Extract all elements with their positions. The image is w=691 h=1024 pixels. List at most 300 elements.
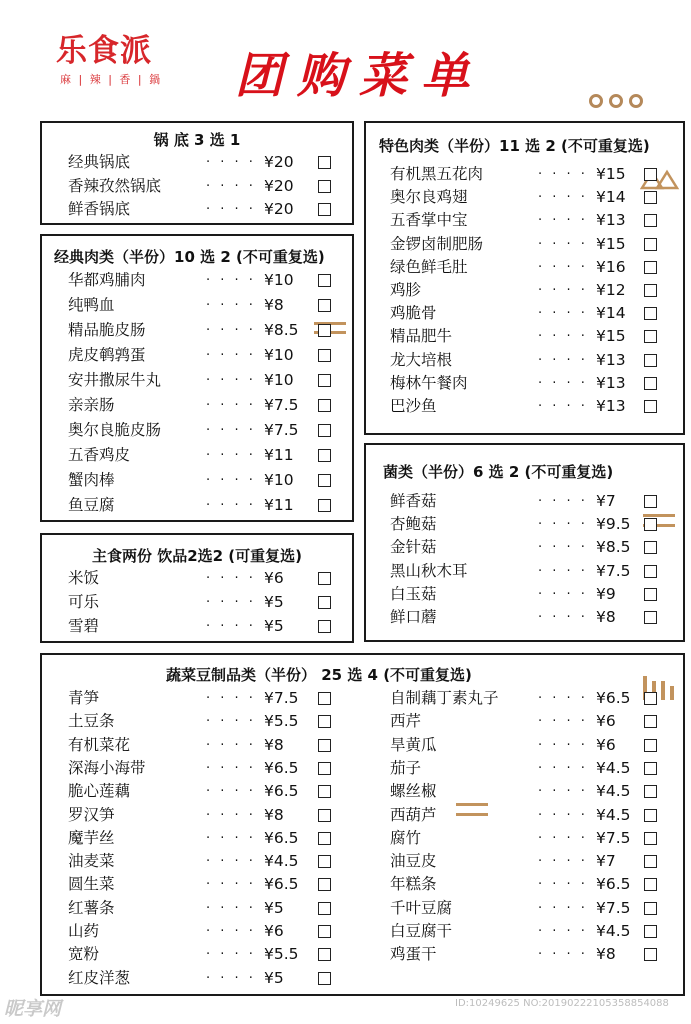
item-name: 鸡蛋干: [390, 945, 437, 964]
item-dots: · · · ·: [538, 830, 588, 846]
brand-name: 乐食派: [56, 33, 152, 69]
item-checkbox[interactable]: [644, 400, 657, 413]
item-price: ¥7.5: [596, 828, 631, 847]
item-price: ¥8: [264, 805, 284, 824]
item-dots: · · · ·: [206, 273, 256, 288]
item-dots: · · · ·: [206, 784, 256, 800]
item-price: ¥4.5: [596, 805, 631, 824]
item-price: ¥15: [596, 165, 626, 183]
item-price: ¥7.5: [264, 689, 299, 707]
item-price: ¥7.5: [264, 421, 299, 439]
item-price: ¥7: [596, 852, 616, 871]
item-price: ¥6.5: [596, 689, 631, 707]
section-title: 菌类（半份）6 选 2 (不可重复选): [383, 463, 614, 481]
item-price: ¥4.5: [596, 922, 631, 940]
menu-item: [390, 606, 658, 629]
item-name: 有机黑五花肉: [390, 165, 484, 183]
item-name: 青笋: [68, 689, 100, 707]
menu-item: [390, 209, 658, 232]
menu-item: [68, 827, 332, 850]
menu-item: [68, 780, 332, 803]
menu-item: [390, 372, 658, 395]
menu-item: [68, 294, 332, 317]
item-name: 香辣孜然锅底: [68, 176, 162, 195]
item-checkbox[interactable]: [318, 180, 331, 193]
item-dots: · · · ·: [206, 807, 256, 823]
item-checkbox[interactable]: [318, 596, 331, 609]
item-dots: · · · ·: [206, 398, 256, 413]
menu-item: [390, 395, 658, 418]
item-dots: · · · ·: [538, 213, 588, 229]
section-title: 特色肉类（半份）11 选 2 (不可重复选): [379, 137, 650, 155]
menu-item: [68, 175, 332, 198]
item-checkbox[interactable]: [644, 902, 657, 915]
menu-item: [68, 804, 332, 827]
item-dots: · · · ·: [206, 691, 256, 706]
item-checkbox[interactable]: [644, 809, 657, 822]
item-price: ¥8: [596, 945, 616, 964]
item-price: ¥20: [264, 200, 294, 218]
item-dots: · · · ·: [206, 830, 256, 846]
item-dots: · · · ·: [206, 298, 256, 313]
item-price: ¥4.5: [264, 852, 299, 871]
item-name: 虎皮鹌鹑蛋: [68, 346, 146, 364]
item-checkbox[interactable]: [318, 399, 331, 412]
item-dots: · · · ·: [538, 540, 588, 556]
menu-item: [68, 920, 332, 943]
item-dots: · · · ·: [206, 854, 256, 870]
item-price: ¥20: [264, 176, 294, 195]
item-checkbox[interactable]: [318, 925, 331, 938]
item-price: ¥15: [596, 234, 626, 253]
menu-item: [68, 269, 332, 292]
item-checkbox[interactable]: [644, 330, 657, 343]
item-checkbox[interactable]: [644, 518, 657, 531]
decor-circles: [589, 94, 643, 108]
menu-item: [68, 444, 332, 467]
item-checkbox[interactable]: [318, 832, 331, 845]
item-price: ¥7.5: [596, 561, 631, 580]
item-name: 土豆条: [68, 712, 115, 731]
item-dots: · · · ·: [206, 571, 256, 586]
menu-item: [68, 494, 332, 517]
item-price: ¥7: [596, 492, 616, 510]
item-price: ¥6.5: [264, 875, 299, 894]
menu-item: [390, 687, 658, 710]
item-name: 自制藕丁素丸子: [390, 689, 499, 707]
item-checkbox[interactable]: [644, 238, 657, 251]
item-name: 经典锅底: [68, 153, 131, 171]
menu-item: [390, 757, 658, 780]
item-checkbox[interactable]: [644, 495, 657, 508]
item-checkbox[interactable]: [318, 809, 331, 822]
item-checkbox[interactable]: [318, 449, 331, 462]
menu-item: [390, 583, 658, 606]
menu-item: [68, 710, 332, 733]
item-name: 可乐: [68, 593, 100, 611]
item-dots: · · · ·: [538, 190, 588, 206]
item-dots: · · · ·: [206, 178, 256, 194]
item-checkbox[interactable]: [644, 588, 657, 601]
item-name: 精品脆皮肠: [68, 321, 146, 339]
item-name: 亲亲肠: [68, 396, 115, 414]
menu-item: [68, 567, 332, 590]
item-name: 鸡胗: [390, 281, 422, 299]
item-name: 红薯条: [68, 898, 115, 917]
menu-item: [68, 850, 332, 873]
item-checkbox[interactable]: [644, 762, 657, 775]
item-checkbox[interactable]: [318, 299, 331, 312]
item-dots: · · · ·: [538, 737, 588, 753]
item-checkbox[interactable]: [318, 374, 331, 387]
item-checkbox[interactable]: [318, 203, 331, 216]
item-dots: · · · ·: [206, 595, 256, 610]
menu-item: [390, 804, 658, 827]
item-name: 纯鸭血: [68, 296, 115, 314]
item-dots: · · · ·: [206, 155, 256, 170]
item-dots: · · · ·: [206, 947, 256, 963]
item-checkbox[interactable]: [644, 261, 657, 274]
item-dots: · · · ·: [206, 970, 256, 986]
item-checkbox[interactable]: [318, 762, 331, 775]
menu-item: [390, 163, 658, 186]
item-dots: · · · ·: [538, 854, 588, 870]
menu-item: [390, 920, 658, 943]
item-checkbox[interactable]: [644, 284, 657, 297]
item-checkbox[interactable]: [318, 739, 331, 752]
item-price: ¥14: [596, 304, 626, 323]
item-dots: · · · ·: [206, 202, 256, 217]
page-title: 团购菜单: [235, 48, 484, 104]
menu-item: [68, 757, 332, 780]
item-name: 金针菇: [390, 538, 437, 557]
item-name: 有机菜花: [68, 735, 131, 754]
section-title: 蔬菜豆制品类（半份） 25 选 4 (不可重复选): [166, 666, 472, 684]
item-checkbox[interactable]: [318, 349, 331, 362]
item-price: ¥8: [596, 608, 616, 626]
item-name: 罗汉笋: [68, 805, 115, 824]
menu-item: [390, 513, 658, 536]
menu-item: [68, 394, 332, 417]
menu-item: [390, 873, 658, 896]
item-name: 黑山秋木耳: [390, 561, 468, 580]
item-checkbox[interactable]: [644, 377, 657, 390]
item-dots: · · · ·: [206, 877, 256, 893]
item-price: ¥6.5: [264, 782, 299, 801]
menu-item: [68, 319, 332, 342]
menu-item: [68, 419, 332, 442]
item-price: ¥4.5: [596, 758, 631, 777]
item-dots: · · · ·: [538, 900, 588, 916]
item-price: ¥13: [596, 373, 626, 392]
item-name: 奥尔良鸡翅: [390, 188, 468, 207]
menu-item: [390, 302, 658, 325]
menu-item: [390, 325, 658, 348]
item-checkbox[interactable]: [318, 474, 331, 487]
menu-item: [68, 615, 332, 638]
item-checkbox[interactable]: [318, 785, 331, 798]
item-name: 金锣卤制肥肠: [390, 234, 484, 253]
item-checkbox[interactable]: [644, 611, 657, 624]
item-dots: · · · ·: [206, 737, 256, 753]
brand-tagline: 麻 | 辣 | 香 | 鍋: [60, 73, 163, 86]
item-price: ¥6.5: [264, 758, 299, 777]
menu-item: [390, 850, 658, 873]
menu-item: [390, 560, 658, 583]
item-dots: · · · ·: [538, 586, 588, 602]
menu-item: [68, 943, 332, 966]
item-checkbox[interactable]: [318, 499, 331, 512]
item-checkbox[interactable]: [318, 424, 331, 437]
item-name: 米饭: [68, 569, 100, 587]
item-price: ¥4.5: [596, 782, 631, 801]
item-name: 魔芋丝: [68, 828, 115, 847]
item-price: ¥6.5: [264, 828, 299, 847]
item-checkbox[interactable]: [644, 354, 657, 367]
item-price: ¥7.5: [264, 396, 299, 414]
item-name: 龙大培根: [390, 350, 453, 369]
item-price: ¥12: [596, 281, 626, 299]
item-checkbox[interactable]: [318, 878, 331, 891]
item-name: 螺丝椒: [390, 782, 437, 801]
item-price: ¥11: [264, 496, 294, 514]
menu-item: [390, 536, 658, 559]
menu-item: [68, 687, 332, 710]
menu-item: [390, 186, 658, 209]
item-dots: · · · ·: [538, 236, 588, 252]
item-name: 奥尔良脆皮肠: [68, 421, 162, 439]
item-name: 鲜香锅底: [68, 200, 131, 218]
item-checkbox[interactable]: [318, 715, 331, 728]
item-name: 白玉菇: [390, 584, 437, 603]
item-name: 鱼豆腐: [68, 496, 115, 514]
item-price: ¥16: [596, 257, 626, 276]
item-price: ¥13: [596, 397, 626, 415]
item-dots: · · · ·: [206, 373, 256, 388]
item-dots: · · · ·: [538, 563, 588, 579]
menu-item: [68, 469, 332, 492]
item-dots: · · · ·: [538, 924, 588, 939]
item-checkbox[interactable]: [644, 878, 657, 891]
item-price: ¥5: [264, 617, 284, 635]
item-name: 腐竹: [390, 828, 422, 847]
menu-item: [390, 490, 658, 513]
item-checkbox[interactable]: [318, 156, 331, 169]
menu-item: [68, 734, 332, 757]
item-dots: · · · ·: [538, 167, 588, 182]
item-dots: · · · ·: [206, 714, 256, 730]
item-dots: · · · ·: [538, 714, 588, 730]
item-dots: · · · ·: [206, 348, 256, 363]
item-checkbox[interactable]: [318, 972, 331, 985]
item-dots: · · · ·: [538, 306, 588, 322]
item-name: 杏鲍菇: [390, 515, 437, 534]
item-dots: · · · ·: [538, 877, 588, 893]
item-name: 西葫芦: [390, 805, 437, 824]
item-price: ¥9.5: [596, 515, 631, 534]
item-name: 年糕条: [390, 875, 437, 894]
item-name: 安井撒尿牛丸: [68, 371, 162, 389]
item-name: 五香鸡皮: [68, 446, 131, 464]
item-name: 千叶豆腐: [390, 898, 453, 917]
item-price: ¥15: [596, 327, 626, 346]
item-dots: · · · ·: [538, 259, 588, 275]
menu-item: [390, 349, 658, 372]
item-price: ¥7.5: [596, 898, 631, 917]
item-checkbox[interactable]: [644, 565, 657, 578]
item-price: ¥6: [264, 922, 284, 940]
item-checkbox[interactable]: [644, 541, 657, 554]
menu-item: [68, 873, 332, 896]
menu-item: [390, 780, 658, 803]
item-name: 红皮洋葱: [68, 968, 131, 987]
item-name: 蟹肉棒: [68, 471, 115, 489]
item-name: 深海小海带: [68, 758, 146, 777]
item-dots: · · · ·: [206, 619, 256, 634]
item-checkbox[interactable]: [318, 948, 331, 961]
item-price: ¥11: [264, 446, 294, 464]
item-name: 梅林午餐肉: [390, 373, 468, 392]
item-name: 茄子: [390, 758, 422, 777]
item-name: 鸡脆骨: [390, 304, 437, 323]
item-checkbox[interactable]: [318, 572, 331, 585]
item-name: 宽粉: [68, 945, 100, 964]
item-checkbox[interactable]: [644, 948, 657, 961]
item-checkbox[interactable]: [644, 739, 657, 752]
item-dots: · · · ·: [206, 323, 256, 338]
item-checkbox[interactable]: [644, 191, 657, 204]
item-dots: · · · ·: [538, 283, 588, 298]
item-name: 旱黄瓜: [390, 735, 437, 754]
item-name: 五香掌中宝: [390, 211, 468, 230]
item-price: ¥5: [264, 593, 284, 611]
item-dots: · · · ·: [538, 517, 588, 533]
item-checkbox[interactable]: [318, 324, 331, 337]
item-price: ¥8.5: [596, 538, 631, 557]
item-dots: · · · ·: [538, 399, 588, 414]
brand-logo: [56, 34, 171, 87]
item-checkbox[interactable]: [644, 855, 657, 868]
item-checkbox[interactable]: [644, 692, 657, 705]
item-name: 雪碧: [68, 617, 100, 635]
item-dots: · · · ·: [538, 760, 588, 776]
menu-item: [390, 827, 658, 850]
item-name: 圆生菜: [68, 875, 115, 894]
item-price: ¥8: [264, 735, 284, 754]
item-price: ¥8: [264, 296, 284, 314]
item-checkbox[interactable]: [318, 855, 331, 868]
item-checkbox[interactable]: [644, 214, 657, 227]
item-price: ¥6.5: [596, 875, 631, 894]
item-checkbox[interactable]: [644, 925, 657, 938]
item-checkbox[interactable]: [644, 715, 657, 728]
menu-item: [390, 233, 658, 256]
item-price: ¥10: [264, 471, 294, 489]
item-price: ¥6: [596, 712, 616, 731]
item-name: 油麦菜: [68, 852, 115, 871]
watermark-id: ID:10249625 NO:20190222105358854088: [455, 998, 669, 1009]
item-name: 鲜口蘑: [390, 608, 437, 626]
decor-bars: [670, 686, 674, 700]
item-name: 白豆腐干: [390, 922, 453, 940]
item-checkbox[interactable]: [318, 274, 331, 287]
watermark-logo: 昵享网: [4, 998, 62, 1020]
menu-item: [390, 256, 658, 279]
item-checkbox[interactable]: [318, 902, 331, 915]
item-price: ¥5: [264, 898, 284, 917]
item-dots: · · · ·: [206, 924, 256, 939]
section-title: 锅 底 3 选 1: [153, 131, 241, 149]
item-checkbox[interactable]: [318, 692, 331, 705]
item-price: ¥10: [264, 346, 294, 364]
menu-item: [68, 198, 332, 221]
section-title: 经典肉类（半份）10 选 2 (不可重复选): [54, 248, 325, 266]
item-price: ¥6: [596, 735, 616, 754]
item-checkbox[interactable]: [644, 307, 657, 320]
item-price: ¥13: [596, 211, 626, 230]
item-name: 脆心莲藕: [68, 782, 131, 801]
item-price: ¥6: [264, 569, 284, 587]
item-dots: · · · ·: [538, 352, 588, 368]
item-dots: · · · ·: [538, 807, 588, 823]
item-price: ¥5: [264, 968, 284, 987]
item-name: 西芹: [390, 712, 422, 731]
menu-item: [390, 734, 658, 757]
menu-item: [68, 369, 332, 392]
item-price: ¥14: [596, 188, 626, 207]
item-name: 精品肥牛: [390, 327, 453, 346]
item-price: ¥10: [264, 271, 294, 289]
item-price: ¥5.5: [264, 712, 299, 731]
item-dots: · · · ·: [206, 498, 256, 513]
item-checkbox[interactable]: [644, 168, 657, 181]
item-name: 山药: [68, 922, 100, 940]
item-name: 油豆皮: [390, 852, 437, 871]
item-checkbox[interactable]: [644, 785, 657, 798]
item-price: ¥13: [596, 350, 626, 369]
item-dots: · · · ·: [538, 947, 588, 963]
item-price: ¥5.5: [264, 945, 299, 964]
item-name: 华都鸡脯肉: [68, 271, 146, 289]
item-dots: · · · ·: [538, 610, 588, 625]
menu-item: [390, 279, 658, 302]
menu-item: [68, 967, 332, 990]
item-dots: · · · ·: [206, 423, 256, 438]
item-name: 巴沙鱼: [390, 397, 437, 415]
item-price: ¥10: [264, 371, 294, 389]
decor-bars: [661, 681, 665, 700]
item-checkbox[interactable]: [318, 620, 331, 633]
item-dots: · · · ·: [538, 375, 588, 391]
menu-item: [68, 591, 332, 614]
menu-item: [68, 151, 332, 174]
item-dots: · · · ·: [206, 760, 256, 776]
item-dots: · · · ·: [538, 494, 588, 509]
item-price: ¥20: [264, 153, 294, 171]
section-title: 主食两份 饮品2选2 (可重复选): [91, 547, 303, 565]
item-checkbox[interactable]: [644, 832, 657, 845]
item-dots: · · · ·: [206, 900, 256, 916]
item-dots: · · · ·: [538, 691, 588, 706]
item-price: ¥9: [596, 584, 616, 603]
menu-item: [68, 344, 332, 367]
item-price: ¥8.5: [264, 321, 299, 339]
menu-item: [390, 897, 658, 920]
menu-item: [390, 710, 658, 733]
item-dots: · · · ·: [206, 473, 256, 488]
menu-item: [390, 943, 658, 966]
item-dots: · · · ·: [538, 784, 588, 800]
